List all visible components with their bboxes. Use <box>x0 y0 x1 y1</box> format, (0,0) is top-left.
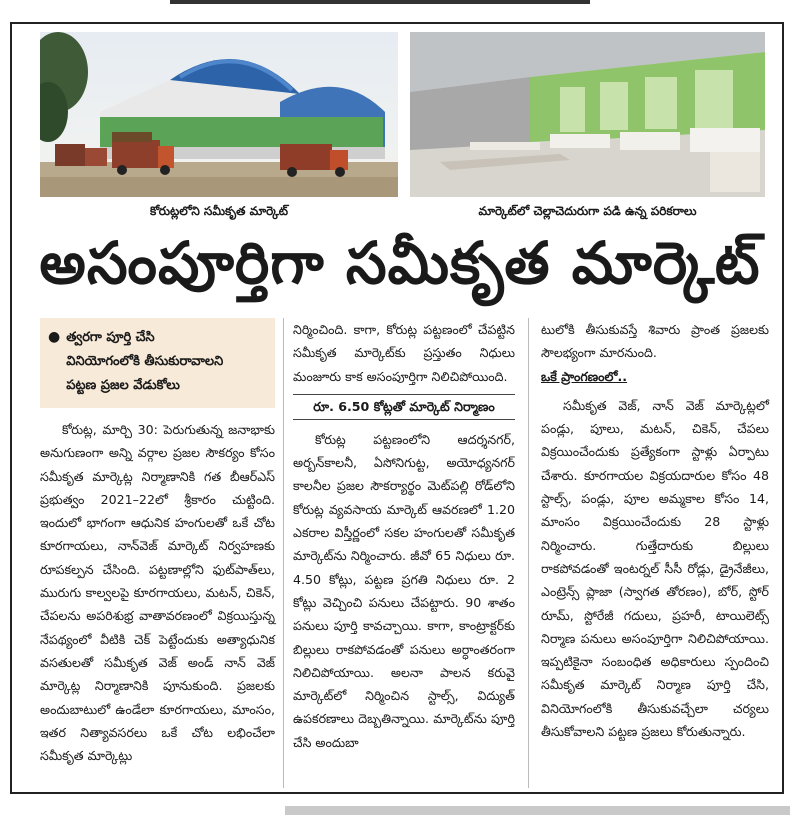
body-paragraph: టులోకి తీసుకువస్తే శివారు ప్రాంత ప్రజలకు సౌలభ్యంగా మారనుంది. <box>541 322 769 361</box>
body-paragraph: సమీకృత వెజ్, నాన్ వెజ్ మార్కెట్లలో పండ్లు, పూలు, మటన్, చికెన్, చేపలు విక్రయించేందుకు ప్రత్యేకంగా స్టాళ్లు ఏర్పాటు చేశారు. కూరగాయల విక్రయదారుల కోసం 48 స్టాల్స్, పండ్లు, పూల అమ్మకాల కోసం 14, మాంసం విక్రయించేందుకు 28 స్టాళ్లు నిర్మించారు. గుత్తేదారుకు బిల్లులు రాకపోవడంతో ఇంటర్నల్ సీసీ రోడ్లు, డ్రైనేజీలు, ఎంట్రెన్స్ ప్లాజా (స్వాగత తోరణం), బోర్, స్టోర్ రూమ్, స్టోరేజీ గదులు, ప్రహరీ, టాయిలెట్స్ నిర్మాణ పనులు అసంపూర్తిగా నిలిచిపోయాయి. ఇప్పటికైనా సంబంధిత అధికారులు స్పందించి సమీకృత మార్కెట్ నిర్మాణ పూర్తి చేసి, వినియోగంలోకి తీసుకువచ్చేలా చర్యలు తీసుకోవాలని పట్టణ ప్రజలు కోరుతున్నారు. <box>541 397 769 740</box>
highlight-line: పట్టణ ప్రజల వేడుకోలు <box>66 378 180 393</box>
article-column-2 <box>293 318 515 754</box>
body-paragraph: నిర్మించింది. కాగా, కోరుట్ల పట్టణంలో చేపట్టిన సమీకృత మార్కెట్‌కు ప్రస్తుతం నిధులు మంజూరు కాక అసంపూర్తిగా నిలిచిపోయింది. <box>293 322 515 384</box>
article-column-3 <box>541 318 769 743</box>
photo-caption-left: కోరుట్లలోని సమీకృత మార్కెట్ <box>149 204 289 218</box>
highlight-line: త్వరగా పూర్తి చేసి <box>66 330 155 345</box>
column-divider <box>528 318 529 788</box>
highlight-line: వినియోగంలోకి తీసుకురావాలని <box>66 354 224 369</box>
highlight-box <box>40 318 275 408</box>
body-paragraph: కోరుట్ల, మార్చి 30: పెరుగుతున్న జనాభాకు అనుగుణంగా అన్ని వర్గాల ప్రజల సౌకర్యం కోసం సమీకృత మార్కెట్ల నిర్మాణానికి గత బీఆర్‌ఎస్ ప్రభుత్వం 2021–22లో శ్రీకారం చుట్టింది. ఇందులో భాగంగా ఆధునిక హంగులతో ఒకే చోట కూరగాయలు, నాన్‌వెజ్ మార్కెట్ నిర్వహణకు రూపకల్పన చేసింది. పట్టణాల్లోని ఫుట్‌పాత్‌లు, మురుగు కాల్వలపై కూరగాయలు, మటన్, చికెన్, చేపలను అపరిశుభ్ర వాతావరణంలో విక్రయిస్తున్న నేపథ్యంలో వీటికి చెక్ పెట్టేందుకు అత్యాధునిక వసతులతో సమీకృత వెజ్ అండ్ నాన్ వెజ్ మార్కెట్ల నిర్మాణానికి పూనుకుంది. ప్రజలకు అందుబాటులో ఉండేలా కూరగాయలు, మాంసం, ఇతర నిత్యావసరలు ఒకే చోట లభించేలా సమీకృత మార్కెట్లు <box>40 422 275 764</box>
sub-heading: ఒకే ప్రాంగణంలో.. <box>541 368 628 384</box>
bottom-left-strip <box>0 806 280 815</box>
top-rule <box>170 0 590 4</box>
sub-heading: రూ. 6.50 కోట్లతో మార్కెట్ నిర్మాణం <box>293 394 515 420</box>
market-photo-right <box>410 32 765 197</box>
article-headline: అసంపూర్తిగా సమీకృత మార్కెట్ <box>39 229 761 297</box>
next-article-strip <box>285 806 790 815</box>
body-paragraph: కోరుట్ల పట్టణంలోని ఆదర్శనగర్, అర్బన్‌కాలనీ, ఏసోనిగుట్ట, అయోధ్యనగర్ కాలనీల ప్రజల సౌకర్యార్థం మెట్‌పల్లి రోడ్‌లోని కోరుట్ల వ్యవసాయ మార్కెట్ ఆవరణలో 1.20 ఎకరాల విస్తీర్ణంలో సకల హంగులతో సమీకృత మార్కెట్‌ను నిర్మించారు. జీవో 65 నిధులు రూ. 4.50 కోట్లు, పట్టణ ప్రగతి నిధులు రూ. 2 కోట్లు వెచ్చించి పనులు చేపట్టారు. 90 శాతం పనులు పూర్తి కావచ్చాయి. కాగా, కాంట్రాక్టర్‌కు బిల్లులు రాకపోవడంతో పనులు అర్ధాంతరంగా నిలిచిపోయాయి. అలనా పాలన కరువై మార్కెట్‌లో నిర్మించిన స్టాల్స్, విద్యుత్ ఉపకరణాలు దెబ్బతిన్నాయి. మార్కెట్‌ను పూర్తి చేసి అందుబా <box>293 431 515 750</box>
column-divider <box>283 318 284 788</box>
article-column-1 <box>40 318 275 767</box>
photo-caption-right: మార్కెట్‌లో చెల్లాచెదురుగా పడి ఉన్న పరికరాలు <box>478 204 697 218</box>
highlight-text <box>66 326 223 398</box>
market-photo-left <box>40 32 398 197</box>
bullet-icon: ● <box>48 329 61 345</box>
